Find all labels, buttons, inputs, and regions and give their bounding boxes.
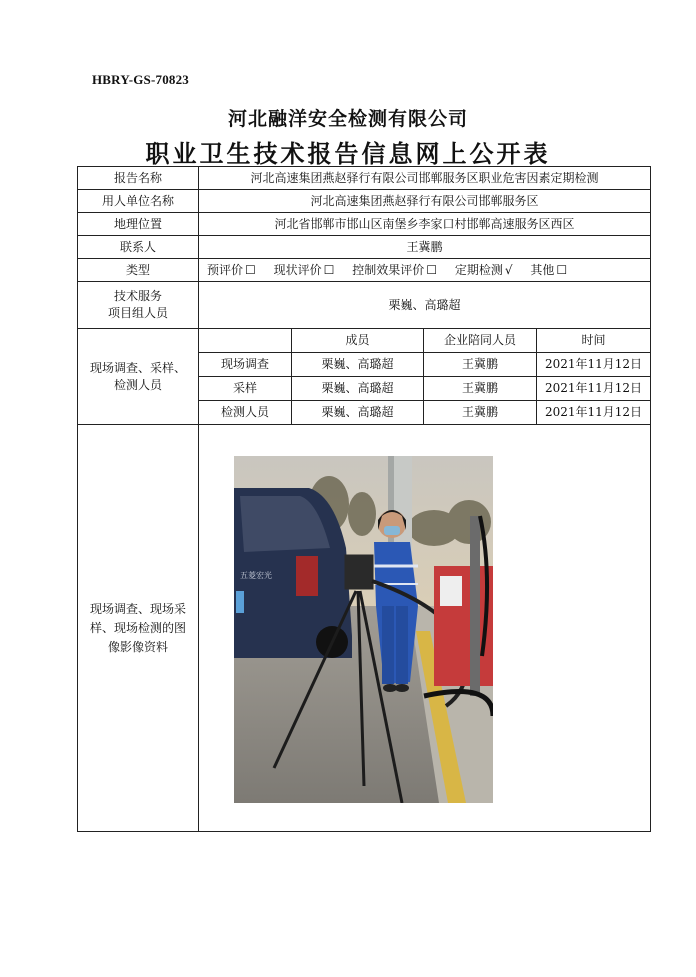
column-header-escort: 企业陪同人员 bbox=[424, 329, 537, 353]
survey-label bbox=[78, 329, 199, 425]
type-option-pre-evaluation bbox=[207, 263, 256, 277]
employer-label: 用人单位名称 bbox=[78, 190, 199, 213]
type-option-text: 控制效果评价 bbox=[352, 262, 425, 277]
images-label-line2: 样、现场检测的图 bbox=[89, 620, 186, 635]
team-value: 栗巍、高璐超 bbox=[199, 282, 651, 329]
checkbox-empty-icon: ☐ bbox=[323, 262, 335, 277]
employer-value: 河北高速集团燕赵驿行有限公司邯郸服务区 bbox=[199, 190, 651, 213]
survey-role: 现场调查 bbox=[199, 353, 292, 377]
contact-label: 联系人 bbox=[78, 236, 199, 259]
type-label: 类型 bbox=[78, 259, 199, 282]
survey-label-line2: 检测人员 bbox=[113, 377, 162, 392]
survey-escort: 王冀鹏 bbox=[424, 401, 537, 425]
site-photo bbox=[234, 456, 493, 803]
survey-escort: 王冀鹏 bbox=[424, 353, 537, 377]
checkbox-empty-icon: ☐ bbox=[426, 262, 437, 277]
column-header-date: 时间 bbox=[537, 329, 651, 353]
survey-date: 2021年11月12日 bbox=[537, 377, 651, 401]
sampler-device bbox=[346, 556, 372, 588]
images-row bbox=[78, 425, 651, 832]
contact-row bbox=[78, 236, 651, 259]
report-name-label: 报告名称 bbox=[78, 167, 199, 190]
document-code: HBRY-GS-70823 bbox=[92, 72, 190, 87]
survey-escort: 王冀鹏 bbox=[424, 377, 537, 401]
images-cell bbox=[199, 425, 651, 832]
team-label-line2: 项目组人员 bbox=[107, 306, 168, 320]
van bbox=[234, 488, 352, 658]
type-option-other bbox=[530, 263, 567, 277]
report-name-row bbox=[78, 167, 651, 190]
van-badge: 五菱宏光 bbox=[240, 570, 272, 580]
survey-label-line1: 现场调查、采样、 bbox=[89, 360, 186, 375]
type-option-status-evaluation bbox=[274, 263, 335, 277]
survey-header-blank bbox=[199, 329, 292, 353]
survey-role: 检测人员 bbox=[199, 401, 292, 425]
survey-header-row bbox=[78, 329, 651, 353]
type-option-text: 现状评价 bbox=[273, 262, 322, 277]
images-label bbox=[78, 425, 199, 832]
license-plate bbox=[236, 591, 244, 613]
location-label: 地理位置 bbox=[78, 213, 199, 236]
location-row bbox=[78, 213, 651, 236]
employer-row bbox=[78, 190, 651, 213]
company-name: 河北融洋安全检测有限公司 bbox=[227, 108, 468, 130]
tail-light bbox=[296, 556, 318, 596]
images-label-line3: 像影像资料 bbox=[107, 639, 168, 654]
form-title: 职业卫生技术报告信息网上公开表 bbox=[145, 139, 551, 168]
type-option-control-evaluation bbox=[352, 263, 437, 277]
type-option-periodic-detection bbox=[455, 263, 513, 277]
type-row bbox=[78, 259, 651, 282]
photo-area bbox=[199, 426, 650, 831]
team-label bbox=[78, 282, 199, 329]
type-option-text: 预评价 bbox=[207, 262, 244, 277]
column-header-members: 成员 bbox=[292, 329, 424, 353]
contact-value: 王冀鹏 bbox=[199, 236, 651, 259]
survey-date: 2021年11月12日 bbox=[537, 353, 651, 377]
team-row bbox=[78, 282, 651, 329]
team-label-line1: 技术服务 bbox=[113, 289, 162, 303]
checkbox-empty-icon: ☐ bbox=[245, 262, 256, 277]
survey-members: 栗巍、高璐超 bbox=[292, 353, 424, 377]
face-mask bbox=[384, 526, 400, 535]
survey-members: 栗巍、高璐超 bbox=[292, 377, 424, 401]
checkbox-empty-icon: ☐ bbox=[556, 262, 568, 277]
type-options bbox=[199, 259, 651, 282]
type-option-text: 定期检测 bbox=[454, 262, 503, 277]
site-photo-illustration bbox=[234, 456, 493, 803]
location-value: 河北省邯郸市邯山区南堡乡李家口村邯郸高速服务区西区 bbox=[199, 213, 651, 236]
type-option-text: 其他 bbox=[530, 262, 555, 277]
checkmark-icon: √ bbox=[504, 262, 513, 277]
survey-role: 采样 bbox=[199, 377, 292, 401]
report-name-value: 河北高速集团燕赵驿行有限公司邯郸服务区职业危害因素定期检测 bbox=[199, 167, 651, 190]
survey-members: 栗巍、高璐超 bbox=[292, 401, 424, 425]
survey-date: 2021年11月12日 bbox=[537, 401, 651, 425]
images-label-line1: 现场调查、现场采 bbox=[89, 601, 186, 616]
report-table bbox=[77, 166, 651, 832]
